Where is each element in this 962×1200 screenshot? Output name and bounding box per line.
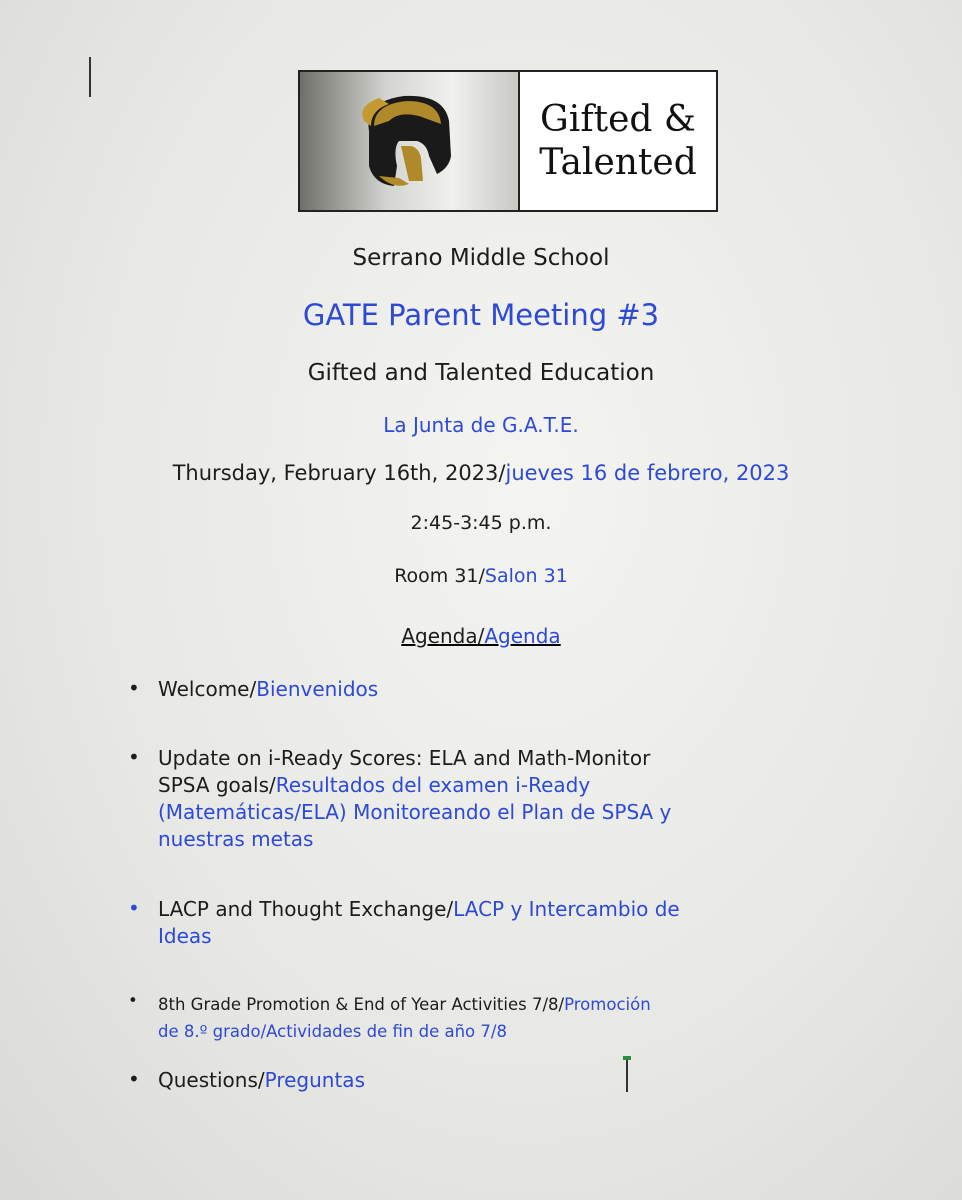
agenda-heading-spanish: Agenda [484,624,561,648]
school-name: Serrano Middle School [352,245,610,271]
logo-text-gifted: Gifted & [540,98,696,140]
gifted-talented-logo [520,72,716,210]
bullet-icon: • [128,896,140,920]
meeting-room [0,565,962,587]
program-name-spanish: La Junta de G.A.T.E. [383,413,579,437]
room-spanish: Salon 31 [484,565,568,587]
agenda-heading-english: Agenda/ [401,624,485,648]
spartan-helmet-logo [300,72,520,210]
agenda-heading [0,624,962,648]
bullet-icon: • [128,991,138,1010]
date-english: Thursday, February 16th, 2023/ [172,461,506,485]
bullet-icon: • [128,676,140,700]
meeting-date [0,461,962,485]
program-name: Gifted and Talented Education [307,360,655,386]
room-english: Room 31/ [394,565,485,587]
meeting-title: GATE Parent Meeting #3 [302,298,660,332]
logo-text-talented: Talented [539,142,697,183]
bullet-icon: • [128,1067,140,1091]
meeting-time: 2:45-3:45 p.m. [410,512,552,534]
insertion-cursor [626,1056,628,1092]
spartan-helmet-icon [349,86,469,196]
insertion-cursor-cap [623,1056,631,1060]
date-spanish: jueves 16 de febrero, 2023 [505,461,790,485]
text-cursor [89,57,91,97]
header-logo-banner [298,70,718,212]
bullet-icon: • [128,745,140,769]
